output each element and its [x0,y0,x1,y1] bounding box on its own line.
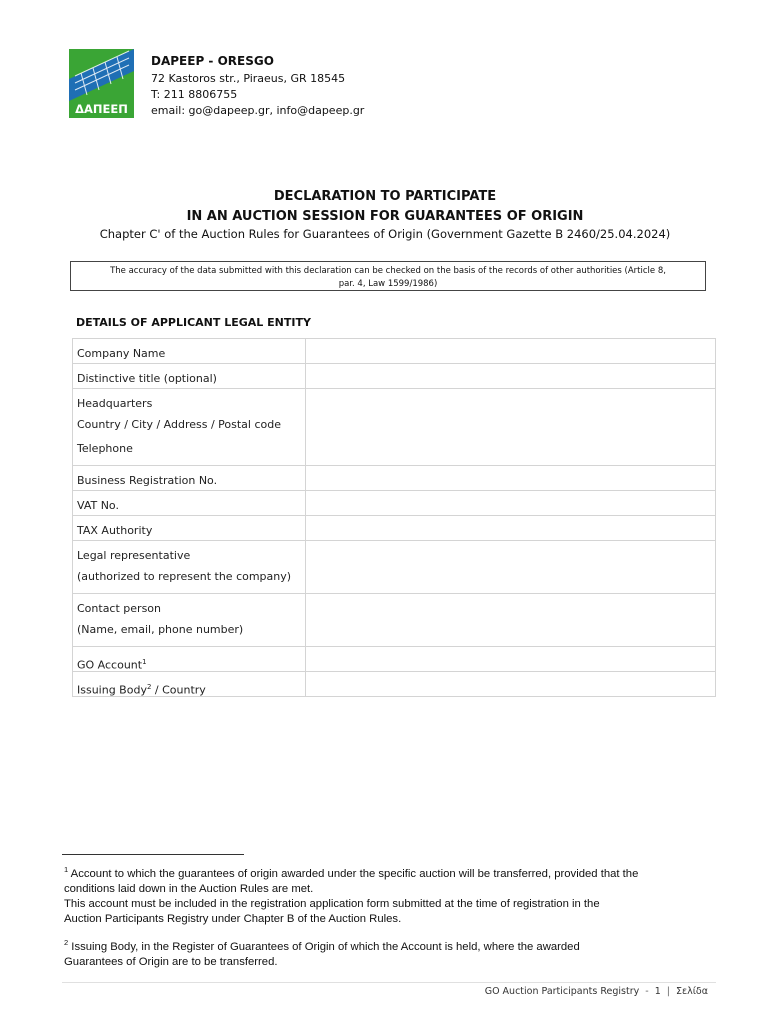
footer-dash: - [645,986,649,997]
accuracy-notice [70,261,706,291]
title-line-1: DECLARATION TO PARTICIPATE [273,189,497,204]
vat-field[interactable] [306,491,716,516]
footer-separator [62,982,716,983]
dapeep-logo [69,49,134,118]
notice-line-2: par. 4, Law 1599/1986) [338,279,438,289]
org-email: email: go@dapeep.gr, info@dapeep.gr [151,104,365,117]
distinctive-title-field[interactable] [306,364,716,389]
table-row [73,672,716,697]
footnote-2: $^2$ Issuing Body, in the Register of Guarantees of Origin of which the Account is held, where the awarded Guarantees of Origin are to be transferred. [64,938,580,968]
company-name-field[interactable] [306,339,716,364]
legal-representative-label: Legal representative (authorized to represent the company) [73,541,306,594]
headquarters-label: Headquarters Country / City / Address / Postal code Telephone [73,389,306,466]
applicant-details-table [72,338,716,697]
business-registration-label: Business Registration No. [73,466,306,491]
issuing-body-field[interactable] [306,672,716,697]
footnote-ref-2: 2 [146,683,152,691]
legal-representative-field[interactable] [306,541,716,594]
notice-line-1: The accuracy of the data submitted with this declaration can be checked on the basis of the records of other authorities (Article 8, [110,266,666,276]
footnote-1: $^1$ Account to which the guarantees of origin awarded under the specific auction will be transferred, provided that the conditions laid down in the Auction Rules are met. This account must be included in the registration application form submitted at the time of registration in the Auction Participants Registry under Chapter B of the Auction Rules. [64,865,639,925]
table-row [73,491,716,516]
business-registration-field[interactable] [306,466,716,491]
headquarters-field[interactable] [306,389,716,466]
go-account-label: GO Account$^1$ [73,647,306,672]
footer-registry: GO Auction Participants Registry [484,986,640,997]
tax-authority-field[interactable] [306,516,716,541]
tax-authority-label: TAX Authority [73,516,306,541]
table-row [73,594,716,647]
document-subtitle: Chapter C' of the Auction Rules for Guarantees of Origin (Government Gazette B 2460/25.04.2024) [99,227,671,241]
logo-text: ΔΑΠΕΕΠ [75,102,128,116]
section-title: DETAILS OF APPLICANT LEGAL ENTITY [76,316,311,329]
footer-pipe: | [666,986,670,997]
contact-person-label: Contact person (Name, email, phone number) [73,594,306,647]
table-row [73,339,716,364]
table-row [73,466,716,491]
table-row [73,541,716,594]
org-phone: T: 211 8806755 [151,88,238,101]
company-name-label: Company Name [73,339,306,364]
contact-person-field[interactable] [306,594,716,647]
issuing-body-label: Issuing Body$^2$ / Country [73,672,306,697]
page-number: 1 [654,986,661,997]
footnote-separator [62,854,244,855]
vat-label: VAT No. [73,491,306,516]
document-title [0,187,770,227]
page-footer [485,986,708,997]
org-name: DAPEEP - ORESGO [151,54,274,68]
organization-info [151,53,364,119]
go-account-field[interactable] [306,647,716,672]
footnote-ref-1: 1 [142,658,147,666]
table-row [73,389,716,466]
table-row [73,364,716,389]
page-word: Σελίδα [675,986,708,997]
table-row [73,516,716,541]
org-address: 72 Kastoros str., Piraeus, GR 18545 [151,72,346,85]
title-line-2: IN AN AUCTION SESSION FOR GUARANTEES OF ORIGIN [186,209,584,224]
distinctive-title-label: Distinctive title (optional) [73,364,306,389]
table-row [73,647,716,672]
